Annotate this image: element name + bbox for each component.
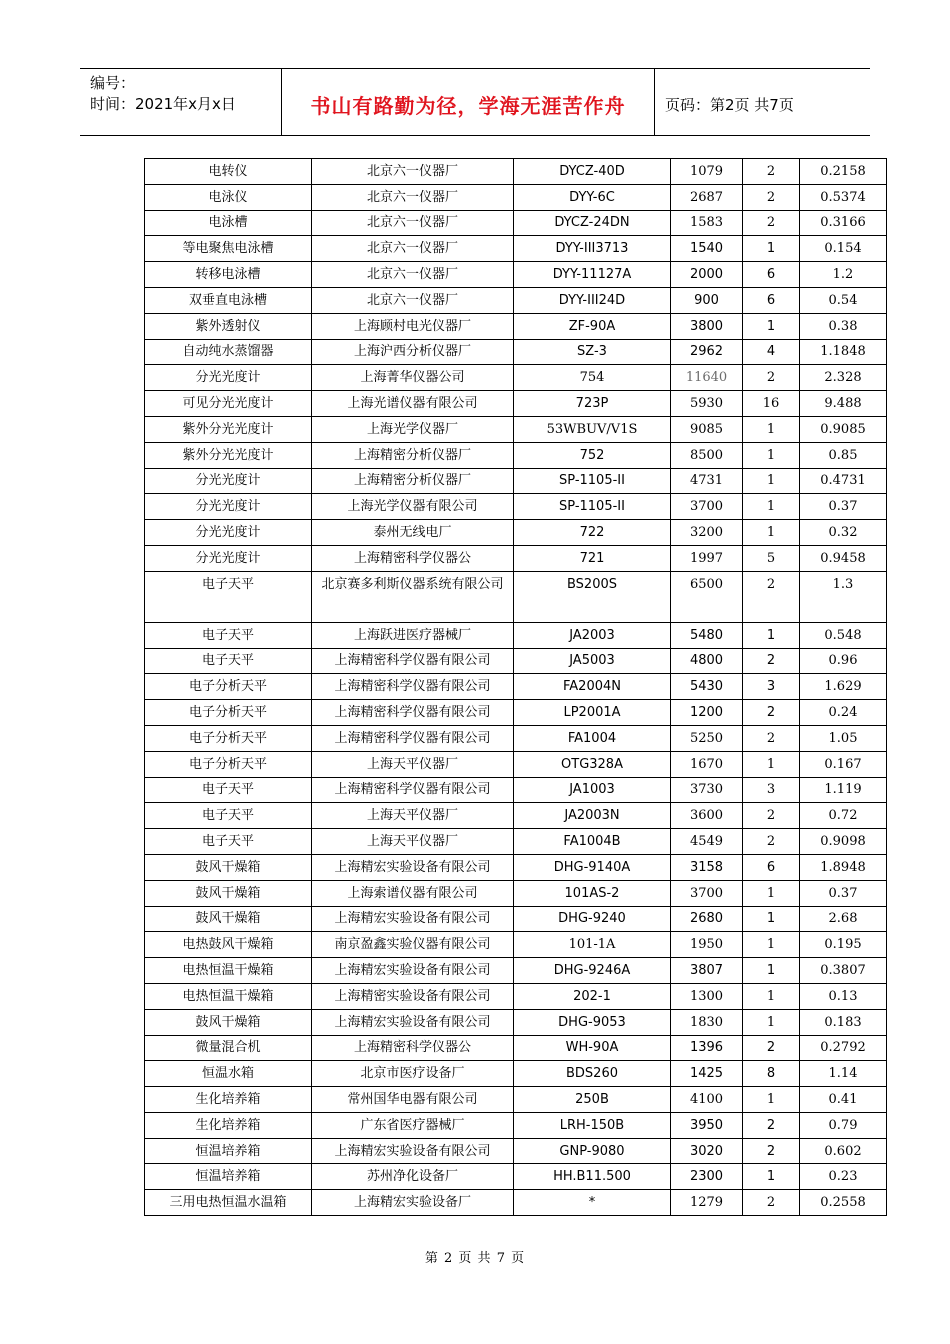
table-row — [145, 622, 887, 648]
cell-total: 0.85 — [800, 442, 887, 468]
cell-qty: 1 — [743, 751, 800, 777]
cell-model: DYCZ-24DN — [514, 210, 671, 236]
cell-price: 4731 — [671, 468, 743, 494]
cell-price: 4800 — [671, 648, 743, 674]
cell-total: 1.1848 — [800, 339, 887, 365]
table-row — [145, 932, 887, 958]
table-row — [145, 854, 887, 880]
cell-maker: 上海精密科学仪器有限公司 — [312, 700, 514, 726]
cell-price: 11640 — [671, 365, 743, 391]
cell-maker: 上海精密实验设备有限公司 — [312, 983, 514, 1009]
header-page-number: 页码：第2页 共7页 — [665, 95, 794, 114]
cell-total: 0.9458 — [800, 545, 887, 571]
cell-total: 0.37 — [800, 494, 887, 520]
cell-qty: 2 — [743, 725, 800, 751]
cell-price: 1200 — [671, 700, 743, 726]
cell-total: 0.54 — [800, 287, 887, 313]
cell-price: 3700 — [671, 494, 743, 520]
cell-name: 分光光度计 — [145, 365, 312, 391]
equipment-table — [144, 158, 887, 1216]
cell-maker: 上海菁华仪器公司 — [312, 365, 514, 391]
cell-model: LRH-150B — [514, 1112, 671, 1138]
cell-name: 电子分析天平 — [145, 751, 312, 777]
cell-total: 0.4731 — [800, 468, 887, 494]
cell-price: 1540 — [671, 236, 743, 262]
cell-name: 电泳槽 — [145, 210, 312, 236]
cell-model: 101AS-2 — [514, 880, 671, 906]
table-row — [145, 1164, 887, 1190]
cell-total: 1.2 — [800, 262, 887, 288]
page-header — [80, 68, 870, 136]
cell-total: 0.2558 — [800, 1190, 887, 1216]
cell-price: 6500 — [671, 571, 743, 622]
cell-maker: 北京赛多利斯仪器系统有限公司 — [312, 571, 514, 622]
table-row — [145, 958, 887, 984]
cell-qty: 1 — [743, 880, 800, 906]
cell-maker: 上海光学仪器有限公司 — [312, 494, 514, 520]
table-row — [145, 416, 887, 442]
table-row — [145, 494, 887, 520]
cell-price: 1830 — [671, 1009, 743, 1035]
cell-model: BDS260 — [514, 1061, 671, 1087]
cell-total: 0.154 — [800, 236, 887, 262]
cell-price: 2687 — [671, 184, 743, 210]
cell-total: 0.72 — [800, 803, 887, 829]
cell-model: SZ-3 — [514, 339, 671, 365]
cell-maker: 上海精密科学仪器有限公司 — [312, 648, 514, 674]
cell-name: 分光光度计 — [145, 494, 312, 520]
table-row — [145, 1061, 887, 1087]
cell-model: JA5003 — [514, 648, 671, 674]
cell-price: 8500 — [671, 442, 743, 468]
cell-price: 900 — [671, 287, 743, 313]
cell-qty: 1 — [743, 983, 800, 1009]
cell-qty: 16 — [743, 391, 800, 417]
cell-total: 0.23 — [800, 1164, 887, 1190]
cell-maker: 上海精密分析仪器厂 — [312, 442, 514, 468]
cell-qty: 2 — [743, 1112, 800, 1138]
cell-price: 3600 — [671, 803, 743, 829]
cell-model: JA2003 — [514, 622, 671, 648]
cell-qty: 3 — [743, 674, 800, 700]
cell-maker: 上海天平仪器厂 — [312, 803, 514, 829]
cell-total: 1.05 — [800, 725, 887, 751]
cell-qty: 2 — [743, 1138, 800, 1164]
cell-model: 202-1 — [514, 983, 671, 1009]
cell-price: 1950 — [671, 932, 743, 958]
table-row — [145, 313, 887, 339]
cell-maker: 上海天平仪器厂 — [312, 829, 514, 855]
table-row — [145, 571, 887, 622]
cell-price: 2962 — [671, 339, 743, 365]
cell-price: 2000 — [671, 262, 743, 288]
cell-total: 1.629 — [800, 674, 887, 700]
cell-model: 250B — [514, 1087, 671, 1113]
cell-maker: 北京市医疗设备厂 — [312, 1061, 514, 1087]
cell-price: 4100 — [671, 1087, 743, 1113]
cell-name: 电子天平 — [145, 777, 312, 803]
cell-total: 1.3 — [800, 571, 887, 622]
cell-model: FA1004 — [514, 725, 671, 751]
cell-qty: 1 — [743, 906, 800, 932]
cell-model: * — [514, 1190, 671, 1216]
cell-model: JA1003 — [514, 777, 671, 803]
cell-name: 微量混合机 — [145, 1035, 312, 1061]
cell-name: 电热恒温干燥箱 — [145, 983, 312, 1009]
table-row — [145, 442, 887, 468]
table-row — [145, 803, 887, 829]
cell-name: 电子天平 — [145, 829, 312, 855]
cell-maker: 苏州净化设备厂 — [312, 1164, 514, 1190]
cell-maker: 南京盈鑫实验仪器有限公司 — [312, 932, 514, 958]
table-row — [145, 159, 887, 185]
cell-qty: 6 — [743, 854, 800, 880]
cell-maker: 上海精密科学仪器公 — [312, 545, 514, 571]
cell-name: 恒温水箱 — [145, 1061, 312, 1087]
cell-name: 电热鼓风干燥箱 — [145, 932, 312, 958]
cell-total: 0.9098 — [800, 829, 887, 855]
cell-price: 2680 — [671, 906, 743, 932]
cell-name: 转移电泳槽 — [145, 262, 312, 288]
cell-name: 鼓风干燥箱 — [145, 1009, 312, 1035]
cell-model: HH.B11.500 — [514, 1164, 671, 1190]
table-row — [145, 1087, 887, 1113]
cell-qty: 2 — [743, 365, 800, 391]
cell-model: DYY-11127A — [514, 262, 671, 288]
cell-qty: 1 — [743, 1087, 800, 1113]
cell-qty: 1 — [743, 442, 800, 468]
cell-qty: 8 — [743, 1061, 800, 1087]
table-row — [145, 365, 887, 391]
cell-price: 5480 — [671, 622, 743, 648]
cell-name: 电子天平 — [145, 648, 312, 674]
cell-price: 5930 — [671, 391, 743, 417]
cell-maker: 上海顾村电光仪器厂 — [312, 313, 514, 339]
cell-price: 5430 — [671, 674, 743, 700]
cell-qty: 2 — [743, 210, 800, 236]
table-row — [145, 236, 887, 262]
cell-maker: 上海精宏实验设备有限公司 — [312, 906, 514, 932]
table-row — [145, 880, 887, 906]
cell-price: 5250 — [671, 725, 743, 751]
cell-total: 0.9085 — [800, 416, 887, 442]
cell-model: FA2004N — [514, 674, 671, 700]
cell-name: 电泳仪 — [145, 184, 312, 210]
cell-name: 电子天平 — [145, 803, 312, 829]
cell-qty: 2 — [743, 648, 800, 674]
table-row — [145, 391, 887, 417]
cell-price: 1396 — [671, 1035, 743, 1061]
cell-model: 101-1A — [514, 932, 671, 958]
cell-maker: 北京六一仪器厂 — [312, 262, 514, 288]
cell-maker: 上海精宏实验设备有限公司 — [312, 1138, 514, 1164]
cell-price: 4549 — [671, 829, 743, 855]
cell-qty: 1 — [743, 1164, 800, 1190]
cell-total: 1.14 — [800, 1061, 887, 1087]
cell-name: 电子分析天平 — [145, 700, 312, 726]
cell-qty: 1 — [743, 932, 800, 958]
cell-maker: 上海精密科学仪器公 — [312, 1035, 514, 1061]
cell-maker: 上海天平仪器厂 — [312, 751, 514, 777]
cell-maker: 北京六一仪器厂 — [312, 159, 514, 185]
cell-qty: 1 — [743, 520, 800, 546]
cell-maker: 上海精宏实验设备有限公司 — [312, 1009, 514, 1035]
cell-model: 53WBUV/V1S — [514, 416, 671, 442]
cell-price: 1279 — [671, 1190, 743, 1216]
cell-model: DYCZ-40D — [514, 159, 671, 185]
cell-name: 自动纯水蒸馏器 — [145, 339, 312, 365]
cell-name: 恒温培养箱 — [145, 1164, 312, 1190]
cell-price: 3200 — [671, 520, 743, 546]
cell-price: 1583 — [671, 210, 743, 236]
cell-maker: 北京六一仪器厂 — [312, 287, 514, 313]
table-row — [145, 468, 887, 494]
cell-maker: 上海光谱仪器有限公司 — [312, 391, 514, 417]
cell-total: 0.38 — [800, 313, 887, 339]
cell-total: 0.195 — [800, 932, 887, 958]
table-row — [145, 210, 887, 236]
table-row — [145, 545, 887, 571]
cell-qty: 2 — [743, 700, 800, 726]
table-row — [145, 262, 887, 288]
cell-name: 生化培养箱 — [145, 1112, 312, 1138]
cell-total: 0.3807 — [800, 958, 887, 984]
cell-name: 恒温培养箱 — [145, 1138, 312, 1164]
cell-name: 分光光度计 — [145, 468, 312, 494]
cell-total: 0.79 — [800, 1112, 887, 1138]
cell-name: 生化培养箱 — [145, 1087, 312, 1113]
cell-total: 1.119 — [800, 777, 887, 803]
cell-model: DYY-III24D — [514, 287, 671, 313]
cell-model: WH-90A — [514, 1035, 671, 1061]
cell-price: 3158 — [671, 854, 743, 880]
cell-qty: 2 — [743, 829, 800, 855]
cell-name: 双垂直电泳槽 — [145, 287, 312, 313]
cell-name: 可见分光光度计 — [145, 391, 312, 417]
cell-name: 电热恒温干燥箱 — [145, 958, 312, 984]
cell-model: 721 — [514, 545, 671, 571]
cell-price: 3800 — [671, 313, 743, 339]
cell-model: ZF-90A — [514, 313, 671, 339]
cell-qty: 2 — [743, 184, 800, 210]
header-motto: 书山有路勤为径，学海无涯苦作舟 — [282, 69, 655, 135]
cell-total: 0.167 — [800, 751, 887, 777]
cell-name: 三用电热恒温水温箱 — [145, 1190, 312, 1216]
cell-model: SP-1105-II — [514, 468, 671, 494]
cell-qty: 5 — [743, 545, 800, 571]
cell-price: 3807 — [671, 958, 743, 984]
equipment-table-body — [145, 159, 887, 1216]
cell-qty: 3 — [743, 777, 800, 803]
table-row — [145, 1190, 887, 1216]
cell-name: 分光光度计 — [145, 520, 312, 546]
cell-total: 0.602 — [800, 1138, 887, 1164]
cell-model: FA1004B — [514, 829, 671, 855]
table-row — [145, 1035, 887, 1061]
table-row — [145, 700, 887, 726]
cell-maker: 上海精密科学仪器有限公司 — [312, 674, 514, 700]
cell-qty: 2 — [743, 1035, 800, 1061]
cell-qty: 1 — [743, 236, 800, 262]
cell-maker: 上海精密科学仪器有限公司 — [312, 725, 514, 751]
cell-qty: 1 — [743, 313, 800, 339]
cell-total: 0.183 — [800, 1009, 887, 1035]
cell-name: 紫外分光光度计 — [145, 442, 312, 468]
cell-price: 1300 — [671, 983, 743, 1009]
cell-price: 9085 — [671, 416, 743, 442]
cell-maker: 上海跃进医疗器械厂 — [312, 622, 514, 648]
cell-total: 0.5374 — [800, 184, 887, 210]
cell-total: 0.2158 — [800, 159, 887, 185]
cell-qty: 1 — [743, 1009, 800, 1035]
page-footer: 第 2 页 共 7 页 — [424, 1251, 526, 1266]
cell-name: 鼓风干燥箱 — [145, 880, 312, 906]
cell-model: LP2001A — [514, 700, 671, 726]
cell-model: GNP-9080 — [514, 1138, 671, 1164]
cell-maker: 北京六一仪器厂 — [312, 210, 514, 236]
table-row — [145, 777, 887, 803]
cell-maker: 上海精宏实验设备有限公司 — [312, 854, 514, 880]
cell-total: 0.2792 — [800, 1035, 887, 1061]
cell-maker: 常州国华电器有限公司 — [312, 1087, 514, 1113]
cell-maker: 上海精密科学仪器有限公司 — [312, 777, 514, 803]
cell-total: 1.8948 — [800, 854, 887, 880]
table-row — [145, 287, 887, 313]
header-meta — [80, 69, 282, 135]
cell-price: 3020 — [671, 1138, 743, 1164]
cell-price: 1670 — [671, 751, 743, 777]
table-row — [145, 1138, 887, 1164]
cell-name: 鼓风干燥箱 — [145, 854, 312, 880]
cell-price: 2300 — [671, 1164, 743, 1190]
cell-total: 0.37 — [800, 880, 887, 906]
table-row — [145, 339, 887, 365]
cell-model: DHG-9140A — [514, 854, 671, 880]
cell-name: 电子天平 — [145, 571, 312, 622]
cell-total: 2.68 — [800, 906, 887, 932]
cell-total: 0.3166 — [800, 210, 887, 236]
cell-name: 电子天平 — [145, 622, 312, 648]
cell-model: DYY-6C — [514, 184, 671, 210]
table-row — [145, 906, 887, 932]
cell-total: 0.96 — [800, 648, 887, 674]
cell-qty: 2 — [743, 803, 800, 829]
cell-total: 0.548 — [800, 622, 887, 648]
table-row — [145, 725, 887, 751]
table-row — [145, 648, 887, 674]
cell-total: 0.24 — [800, 700, 887, 726]
table-row — [145, 674, 887, 700]
cell-maker: 上海精密分析仪器厂 — [312, 468, 514, 494]
cell-price: 3730 — [671, 777, 743, 803]
table-row — [145, 1112, 887, 1138]
cell-maker: 上海索谱仪器有限公司 — [312, 880, 514, 906]
cell-price: 3950 — [671, 1112, 743, 1138]
cell-qty: 6 — [743, 287, 800, 313]
cell-qty: 1 — [743, 468, 800, 494]
cell-model: DHG-9240 — [514, 906, 671, 932]
cell-model: OTG328A — [514, 751, 671, 777]
cell-qty: 2 — [743, 159, 800, 185]
cell-total: 9.488 — [800, 391, 887, 417]
cell-qty: 1 — [743, 494, 800, 520]
cell-total: 0.41 — [800, 1087, 887, 1113]
cell-maker: 泰州无线电厂 — [312, 520, 514, 546]
cell-name: 电子分析天平 — [145, 725, 312, 751]
cell-model: 722 — [514, 520, 671, 546]
cell-model: 723P — [514, 391, 671, 417]
table-row — [145, 520, 887, 546]
table-row — [145, 751, 887, 777]
cell-price: 1079 — [671, 159, 743, 185]
cell-price: 1425 — [671, 1061, 743, 1087]
cell-name: 紫外透射仪 — [145, 313, 312, 339]
cell-qty: 1 — [743, 416, 800, 442]
cell-model: JA2003N — [514, 803, 671, 829]
cell-qty: 4 — [743, 339, 800, 365]
table-row — [145, 983, 887, 1009]
code-label: 编号： — [90, 74, 136, 92]
cell-price: 3700 — [671, 880, 743, 906]
time-label: 时间：2021年x月x日 — [90, 95, 236, 113]
cell-price: 1997 — [671, 545, 743, 571]
cell-name: 电子分析天平 — [145, 674, 312, 700]
table-row — [145, 184, 887, 210]
cell-qty: 2 — [743, 1190, 800, 1216]
table-row — [145, 1009, 887, 1035]
cell-qty: 2 — [743, 571, 800, 622]
cell-maker: 北京六一仪器厂 — [312, 184, 514, 210]
cell-name: 分光光度计 — [145, 545, 312, 571]
cell-maker: 北京六一仪器厂 — [312, 236, 514, 262]
cell-model: DYY-III3713 — [514, 236, 671, 262]
cell-model: DHG-9246A — [514, 958, 671, 984]
cell-qty: 1 — [743, 622, 800, 648]
cell-model: 752 — [514, 442, 671, 468]
cell-maker: 上海沪西分析仪器厂 — [312, 339, 514, 365]
cell-maker: 上海精宏实验设备有限公司 — [312, 958, 514, 984]
cell-model: 754 — [514, 365, 671, 391]
cell-maker: 上海光学仪器厂 — [312, 416, 514, 442]
cell-qty: 6 — [743, 262, 800, 288]
cell-total: 2.328 — [800, 365, 887, 391]
cell-qty: 1 — [743, 958, 800, 984]
cell-name: 等电聚焦电泳槽 — [145, 236, 312, 262]
cell-maker: 广东省医疗器械厂 — [312, 1112, 514, 1138]
cell-model: SP-1105-II — [514, 494, 671, 520]
cell-name: 电转仪 — [145, 159, 312, 185]
cell-total: 0.32 — [800, 520, 887, 546]
cell-model: BS200S — [514, 571, 671, 622]
table-row — [145, 829, 887, 855]
cell-name: 鼓风干燥箱 — [145, 906, 312, 932]
cell-model: DHG-9053 — [514, 1009, 671, 1035]
cell-total: 0.13 — [800, 983, 887, 1009]
cell-maker: 上海精宏实验设备厂 — [312, 1190, 514, 1216]
cell-name: 紫外分光光度计 — [145, 416, 312, 442]
